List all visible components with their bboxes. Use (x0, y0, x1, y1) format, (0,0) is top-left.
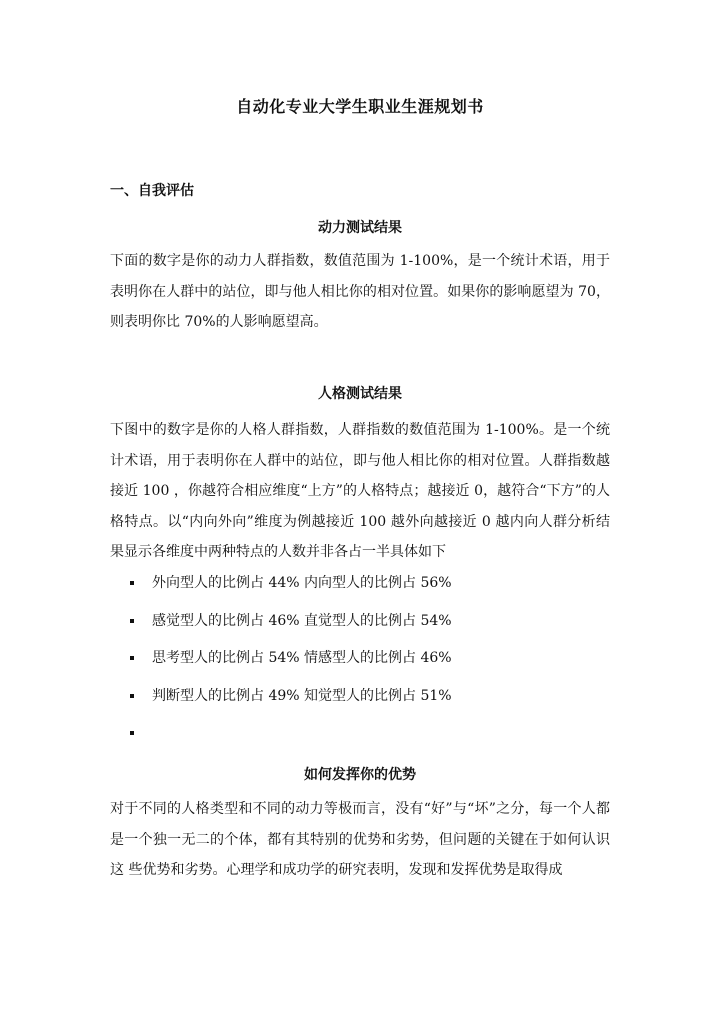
strengths-heading: 如何发挥你的优势 (304, 767, 416, 783)
personality-test-heading: 人格测试结果 (318, 386, 402, 402)
document-title: 自动化专业大学生职业生涯规划书 (236, 97, 484, 116)
square-bullet-icon (130, 581, 134, 585)
list-item-text: 思考型人的比例占 54% 情感型人的比例占 46% (152, 650, 452, 666)
strengths-paragraph: 对于不同的人格类型和不同的动力等极而言，没有“好”与“坏”之分，每一个人都是一个独一无二的个体，都有其特别的优势和劣势，但问题的关键在于如何认识这 些优势和劣势。心理学和成功学的研究表明，发现和发挥优势是取得成 (110, 801, 610, 878)
personality-ratio-list (110, 568, 610, 756)
square-bullet-icon (130, 619, 134, 623)
list-item (110, 643, 610, 681)
list-item (110, 681, 610, 719)
list-item-text: 外向型人的比例占 44% 内向型人的比例占 56% (152, 575, 452, 591)
motivation-test-heading: 动力测试结果 (318, 220, 402, 236)
square-bullet-icon (130, 731, 134, 735)
list-item (110, 568, 610, 606)
motivation-test-paragraph: 下面的数字是你的动力人群指数，数值范围为 1-100%，是一个统计术语，用于表明你在人群中的站位，即与他人相比你的相对位置。如果你的影响愿望为 70，则表明你比 70%的人影响愿望高。 (110, 253, 610, 330)
personality-test-paragraph: 下图中的数字是你的人格人群指数，人群指数的数值范围为 1-100%。是一个统计术语，用于表明你在人群中的站位，即与他人相比你的相对位置。人群指数越接近 100 ，你越符合相应维度“上方”的人格特点；越接近 0，越符合“下方”的人格特点。以“内向外向”维度为例越接近 100 越外向越接近 0 越内向人群分析结果显示各维度中两种特点的人数并非各占一半具体如下 (110, 422, 610, 560)
list-item-text: 判断型人的比例占 49% 知觉型人的比例占 51% (152, 687, 452, 704)
section-heading-self-assessment: 一、自我评估 (110, 183, 194, 199)
list-item-text: 感觉型人的比例占 46% 直觉型人的比例占 54% (152, 612, 452, 629)
list-item (110, 606, 610, 644)
square-bullet-icon (130, 656, 134, 660)
square-bullet-icon (130, 694, 134, 698)
list-item (110, 718, 610, 756)
